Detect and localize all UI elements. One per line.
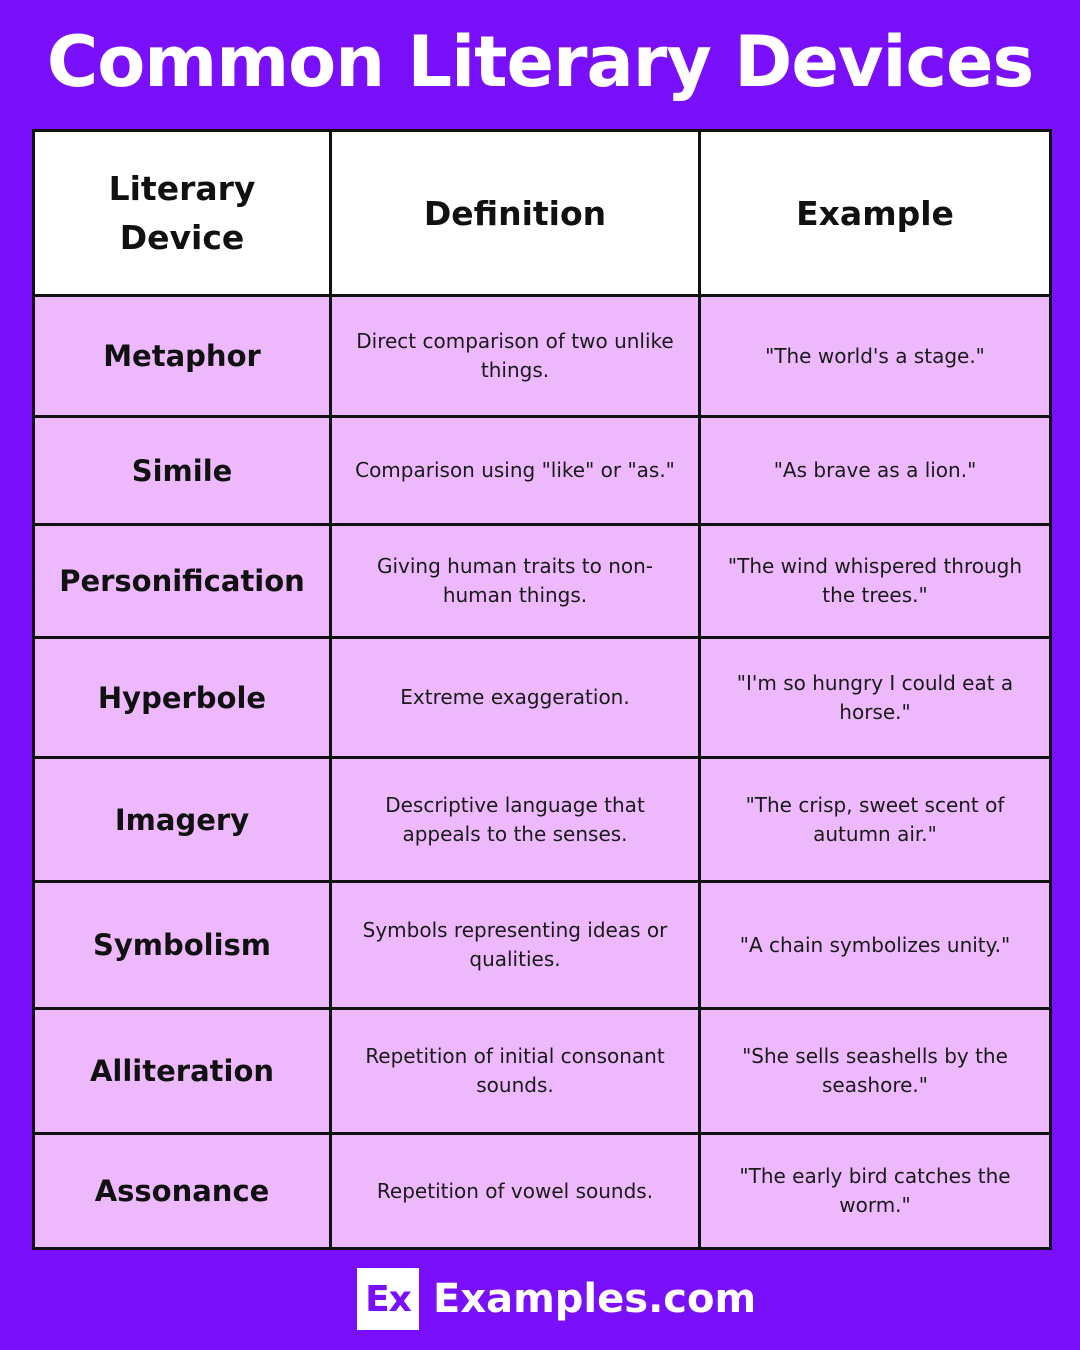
device-definition: Extreme exaggeration. — [331, 638, 700, 758]
page-title: Common Literary Devices — [46, 21, 1034, 103]
device-example: "I'm so hungry I could eat a horse." — [700, 638, 1051, 758]
table-row — [34, 296, 1051, 417]
device-example: "As brave as a lion." — [700, 417, 1051, 525]
table-header-row — [34, 131, 1051, 296]
table-row — [34, 1009, 1051, 1134]
device-example: "The early bird catches the worm." — [700, 1134, 1051, 1249]
device-definition: Direct comparison of two unlike things. — [331, 296, 700, 417]
footer-brand[interactable] — [357, 1268, 756, 1330]
device-example: "The wind whispered through the trees." — [700, 525, 1051, 638]
table-row — [34, 638, 1051, 758]
table-row — [34, 882, 1051, 1009]
device-example: "She sells seashells by the seashore." — [700, 1009, 1051, 1134]
header-literary-device — [34, 131, 331, 296]
device-definition: Giving human traits to non-human things. — [331, 525, 700, 638]
device-definition: Comparison using "like" or "as." — [331, 417, 700, 525]
device-example: "The world's a stage." — [700, 296, 1051, 417]
table-row — [34, 525, 1051, 638]
header-literary-device-label: Literary Device — [108, 169, 256, 257]
header-definition: Definition — [331, 131, 700, 296]
device-definition: Descriptive language that appeals to the senses. — [331, 758, 700, 882]
header-example: Example — [700, 131, 1051, 296]
examples-logo-icon: Ex — [357, 1268, 419, 1330]
device-name: Symbolism — [34, 882, 331, 1009]
device-name: Simile — [34, 417, 331, 525]
table-row — [34, 417, 1051, 525]
device-name: Imagery — [34, 758, 331, 882]
device-name: Assonance — [34, 1134, 331, 1249]
device-example: "A chain symbolizes unity." — [700, 882, 1051, 1009]
device-example: "The crisp, sweet scent of autumn air." — [700, 758, 1051, 882]
device-name: Personification — [34, 525, 331, 638]
literary-devices-table — [32, 129, 1052, 1250]
device-definition: Repetition of vowel sounds. — [331, 1134, 700, 1249]
device-definition: Repetition of initial consonant sounds. — [331, 1009, 700, 1134]
device-name: Hyperbole — [34, 638, 331, 758]
device-name: Alliteration — [34, 1009, 331, 1134]
device-definition: Symbols representing ideas or qualities. — [331, 882, 700, 1009]
device-name: Metaphor — [34, 296, 331, 417]
table-row — [34, 1134, 1051, 1249]
table-row — [34, 758, 1051, 882]
brand-name: Examples.com — [433, 1276, 757, 1322]
